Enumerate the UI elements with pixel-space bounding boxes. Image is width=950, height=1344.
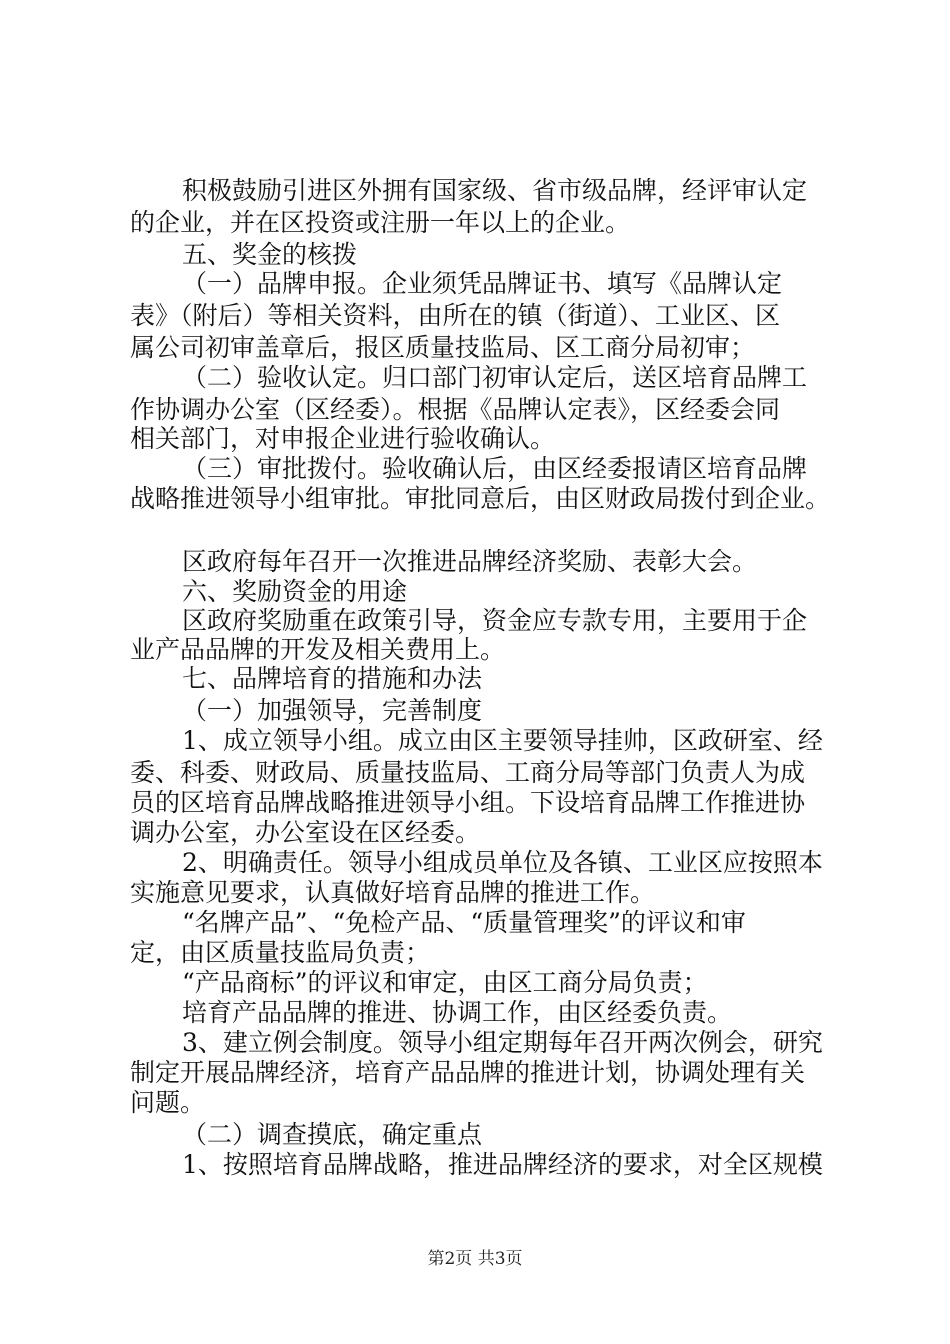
body-line: 制定开展品牌经济，培育产品品牌的推进计划，协调处理有关	[130, 1058, 806, 1087]
body-line: 相关部门，对申报企业进行验收确认。	[130, 424, 556, 453]
body-line: 属公司初审盖章后，报区质量技监局、区工商分局初审；	[130, 333, 756, 362]
body-line: 1、成立领导小组。成立由区主要领导挂帅，区政研室、经	[182, 726, 823, 755]
body-line: 3、建立例会制度。领导小组定期每年召开两次例会，研究	[182, 1028, 823, 1057]
body-line: 委、科委、财政局、质量技监局、工商分局等部门负责人为成	[130, 758, 806, 787]
body-line: “名牌产品”、“免检产品、“质量管理奖”的评议和审	[182, 908, 746, 937]
body-line: 的企业，并在区投资或注册一年以上的企业。	[130, 208, 631, 237]
body-line: 问题。	[130, 1088, 206, 1117]
subsection-heading: （二）调查摸底，确定重点	[182, 1120, 483, 1149]
section-heading: 七、品牌培育的措施和办法	[182, 664, 483, 693]
body-line: 2、明确责任。领导小组成员单位及各镇、工业区应按照本	[182, 848, 823, 877]
body-line: 员的区培育品牌战略推进领导小组。下设培育品牌工作推进协	[130, 788, 806, 817]
body-line: （二）验收认定。归口部门初审认定后，送区培育品牌工	[182, 363, 808, 392]
body-line: 表》（附后）等相关资料，由所在的镇（街道）、工业区、区	[130, 301, 781, 330]
body-line: 定，由区质量技监局负责；	[130, 938, 431, 967]
body-line: 区政府每年召开一次推进品牌经济奖励、表彰大会。	[182, 547, 758, 576]
section-heading: 六、奖励资金的用途	[182, 577, 408, 606]
body-line: 1、按照培育品牌战略，推进品牌经济的要求，对全区规模	[182, 1150, 823, 1179]
body-line: 区政府奖励重在政策引导，资金应专款专用，主要用于企	[182, 606, 808, 635]
body-line: 战略推进领导小组审批。审批同意后，由区财政局拨付到企业。	[130, 484, 831, 513]
body-line: “产品商标”的评议和审定，由区工商分局负责；	[182, 968, 708, 997]
body-line: 业产品品牌的开发及相关费用上。	[130, 635, 506, 664]
body-line: 实施意见要求，认真做好培育品牌的推进工作。	[130, 878, 656, 907]
body-line: 作协调办公室（区经委）。根据《品牌认定表》，区经委会同	[130, 395, 781, 424]
body-line: 积极鼓励引进区外拥有国家级、省市级品牌，经评审认定	[182, 176, 808, 205]
section-heading: 五、奖金的核拨	[182, 240, 358, 269]
page-number-footer: 第2页 共3页	[427, 1249, 523, 1269]
subsection-heading: （一）加强领导，完善制度	[182, 696, 483, 725]
body-line: （三）审批拨付。验收确认后，由区经委报请区培育品牌	[182, 454, 808, 483]
body-line: 培育产品品牌的推进、协调工作，由区经委负责。	[182, 998, 733, 1027]
body-line: 调办公室，办公室设在区经委。	[130, 818, 481, 847]
body-line: （一）品牌申报。企业须凭品牌证书、填写《品牌认定	[182, 269, 783, 298]
